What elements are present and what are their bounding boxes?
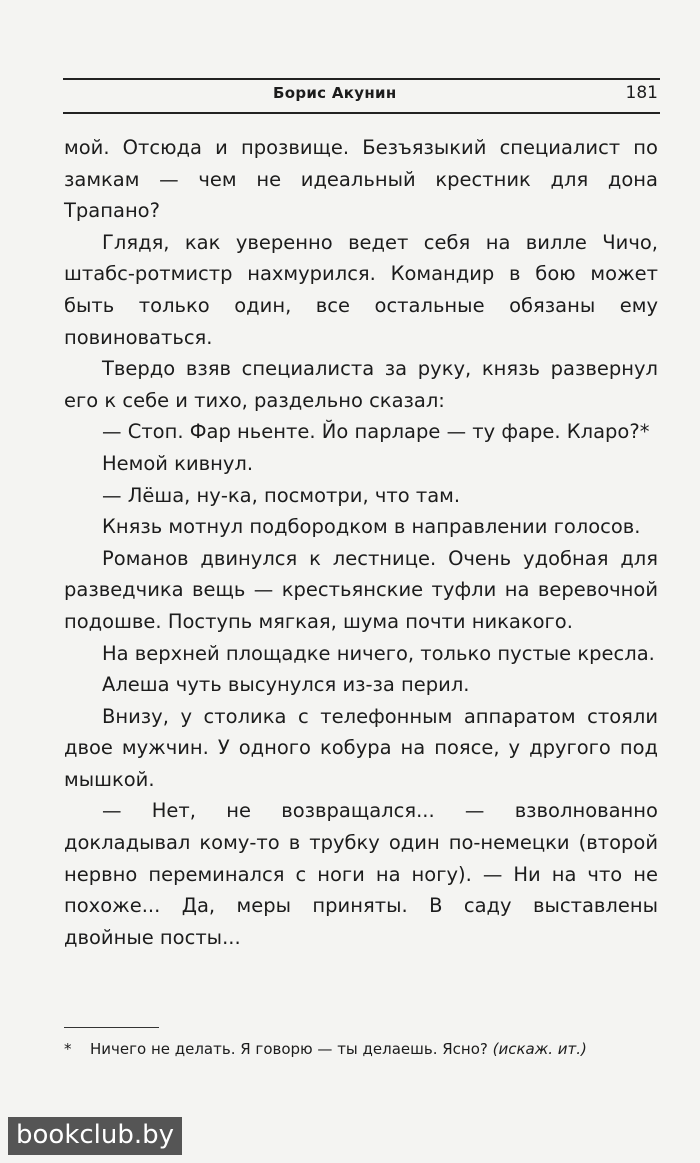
paragraph: Внизу, у столика с телефонным аппаратом стояли двое мужчин. У одного кобура на поясе, у другого под мышкой. (64, 704, 658, 791)
page-number: 181 (625, 83, 658, 103)
site-watermark: bookclub.by (8, 1117, 182, 1155)
page-body-text (64, 132, 658, 953)
paragraph: Князь мотнул подбородком в направлении голосов. (102, 515, 641, 539)
paragraph: Глядя, как уверенно ведет себя на вилле Чичо, штабс-ротмистр нахмурился. Командир в бою может быть только один, все остальные обязаны ему повиноваться. (64, 230, 658, 349)
paragraph: Романов двинулся к лестнице. Очень удобная для разведчика вещь — крестьянские туфли на веревочной подошве. Поступь мягкая, шума почти никакого. (64, 546, 658, 633)
paragraph: — Нет, не возвращался... — взволнованно докладывал кому-то в трубку один по-немецки (второй нервно переминался с ноги на ногу). — Ни на что не похоже... Да, меры приняты. В саду выставлены двойные посты... (64, 799, 658, 949)
paragraph: На верхней площадке ничего, только пустые кресла. (102, 641, 655, 665)
footnote-note: (искаж. ит.) (492, 1040, 587, 1058)
footnote (64, 1038, 660, 1060)
paragraph: — Стоп. Фар ньенте. Йо парларе — ту фаре. Кларо?* (102, 420, 650, 444)
header-bottom-rule (63, 112, 660, 114)
running-header (63, 78, 660, 114)
header-top-rule (63, 78, 660, 80)
paragraph: Твердо взяв специалиста за руку, князь развернул его к себе и тихо, раздельно сказал: (64, 357, 658, 412)
running-header-author: Борис Акунин (273, 84, 397, 102)
paragraph: Алеша чуть высунулся из-за перил. (102, 673, 470, 697)
footnote-text: Ничего не делать. Я говорю — ты делаешь. Ясно? (90, 1040, 493, 1058)
paragraph: мой. Отсюда и прозвище. Безъязыкий специалист по замкам — чем не идеальный крестник для дона Трапано? (64, 136, 658, 223)
paragraph: Немой кивнул. (102, 451, 254, 475)
footnote-rule (64, 1027, 159, 1028)
paragraph: — Лёша, ну-ка, посмотри, что там. (102, 483, 461, 507)
footnote-mark: * (64, 1040, 72, 1058)
